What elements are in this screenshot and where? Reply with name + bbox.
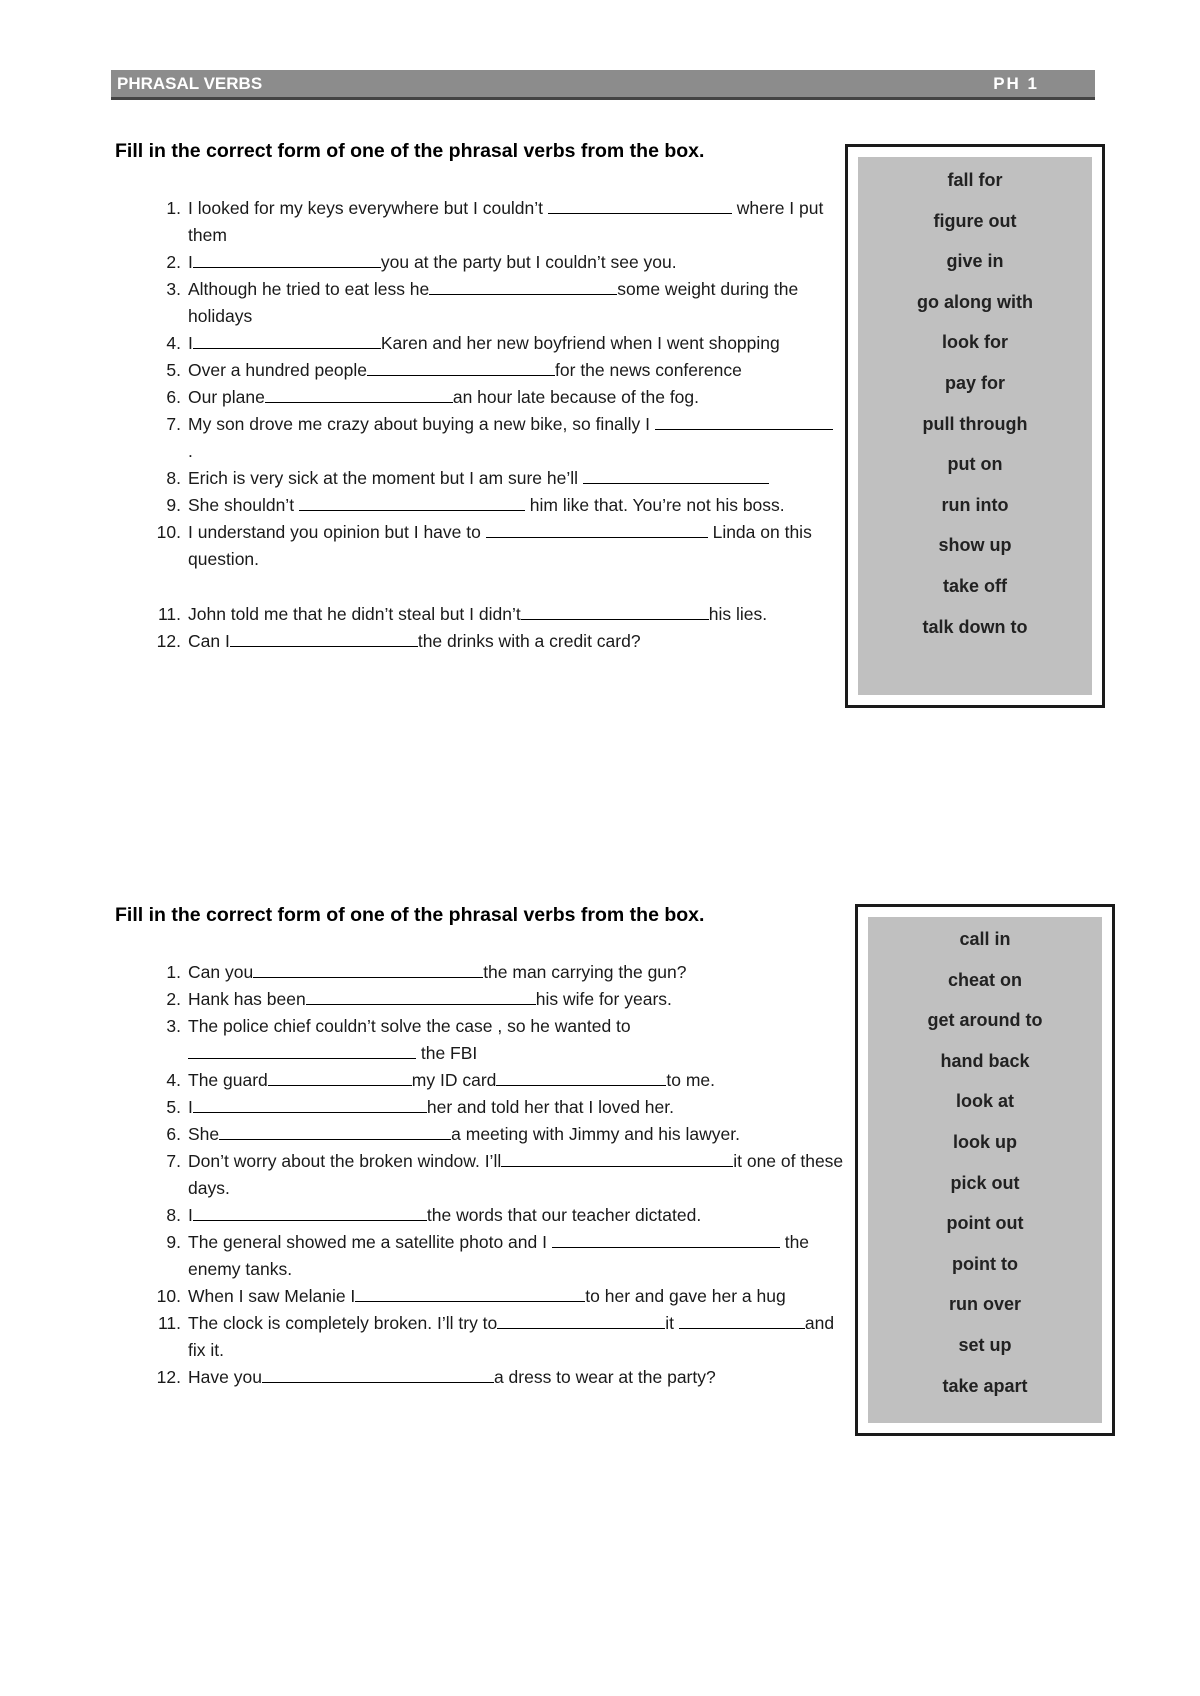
question-10: 10. I understand you opinion but I have to Linda on this question. bbox=[115, 519, 835, 573]
word-item: pick out bbox=[950, 1172, 1020, 1193]
answer-blank[interactable] bbox=[497, 1310, 665, 1329]
answer-blank[interactable] bbox=[655, 411, 833, 430]
answer-blank[interactable] bbox=[193, 330, 381, 349]
word-item: set up bbox=[958, 1334, 1012, 1355]
word-item: put on bbox=[947, 454, 1003, 475]
word-item: call in bbox=[959, 929, 1011, 949]
answer-blank[interactable] bbox=[306, 986, 536, 1005]
question-9: 9. The general showed me a satellite photo and I the enemy tanks. bbox=[115, 1229, 855, 1283]
question-8: 8. I the words that our teacher dictated. bbox=[115, 1202, 855, 1229]
word-item: pull through bbox=[922, 413, 1028, 434]
word-item: take off bbox=[942, 575, 1007, 596]
question-7: 7. My son drove me crazy about buying a new bike, so finally I . bbox=[115, 411, 835, 465]
question-11: 11. The clock is completely broken. I’ll try to it and fix it. bbox=[115, 1310, 855, 1364]
word-list bbox=[868, 917, 1102, 1406]
question-2: 2. I you at the party but I couldn’t see you. bbox=[115, 249, 835, 276]
answer-blank[interactable] bbox=[367, 357, 555, 376]
answer-blank[interactable] bbox=[268, 1067, 412, 1086]
question-3: 3. Although he tried to eat less he some weight during the holidays bbox=[115, 276, 835, 330]
answer-blank[interactable] bbox=[253, 959, 483, 978]
word-item: pay for bbox=[944, 372, 1005, 393]
question-7: 7. Don’t worry about the broken window. I’ll it one of these days. bbox=[115, 1148, 855, 1202]
question-5: 5. I her and told her that I loved her. bbox=[115, 1094, 855, 1121]
question-list bbox=[115, 959, 855, 1391]
answer-blank[interactable] bbox=[230, 628, 418, 647]
word-box bbox=[855, 904, 1115, 1436]
question-8: 8. Erich is very sick at the moment but I am sure he’ll bbox=[115, 465, 835, 492]
word-item: look up bbox=[953, 1131, 1017, 1152]
answer-blank[interactable] bbox=[355, 1283, 585, 1302]
question-1: 1. I looked for my keys everywhere but I couldn’t where I put them bbox=[115, 195, 835, 249]
word-item: fall for bbox=[947, 170, 1003, 190]
word-item: look for bbox=[942, 332, 1008, 353]
question-5: 5. Over a hundred people for the news conference bbox=[115, 357, 835, 384]
answer-blank[interactable] bbox=[188, 1040, 416, 1059]
word-box bbox=[845, 144, 1105, 708]
question-9: 9. She shouldn’t him like that. You’re not his boss. bbox=[115, 492, 835, 519]
word-list bbox=[858, 157, 1092, 647]
question-6: 6. She a meeting with Jimmy and his lawyer. bbox=[115, 1121, 855, 1148]
word-item: run into bbox=[941, 494, 1009, 515]
question-10: 10. When I saw Melanie I to her and gave her a hug bbox=[115, 1283, 855, 1310]
answer-blank[interactable] bbox=[521, 601, 709, 620]
question-4: 4. The guard my ID card to me. bbox=[115, 1067, 855, 1094]
word-item: look at bbox=[955, 1091, 1014, 1112]
question-list bbox=[115, 195, 835, 655]
question-4: 4. I Karen and her new boyfriend when I went shopping bbox=[115, 330, 835, 357]
question-6: 6. Our plane an hour late because of the fog. bbox=[115, 384, 835, 411]
answer-blank[interactable] bbox=[262, 1364, 494, 1383]
word-item: get around to bbox=[927, 1010, 1043, 1031]
answer-blank[interactable] bbox=[486, 519, 708, 538]
word-item: cheat on bbox=[947, 969, 1022, 990]
answer-blank[interactable] bbox=[552, 1229, 780, 1248]
word-item: run over bbox=[948, 1294, 1022, 1315]
answer-blank[interactable] bbox=[265, 384, 453, 403]
word-item: show up bbox=[938, 535, 1012, 556]
word-item: point out bbox=[946, 1213, 1024, 1234]
question-11: 11. John told me that he didn’t steal but I didn’t his lies. bbox=[115, 601, 835, 628]
word-item: hand back bbox=[940, 1050, 1030, 1071]
header-code: PH 1 bbox=[993, 73, 1039, 93]
header-title: PHRASAL VERBS bbox=[117, 73, 263, 93]
word-item: go along with bbox=[917, 291, 1033, 312]
answer-blank[interactable] bbox=[219, 1121, 451, 1140]
instruction: Fill in the correct form of one of the phrasal verbs from the box. bbox=[115, 140, 705, 162]
answer-blank[interactable] bbox=[501, 1148, 733, 1167]
question-2: 2. Hank has been his wife for years. bbox=[115, 986, 855, 1013]
answer-blank[interactable] bbox=[496, 1067, 666, 1086]
answer-blank[interactable] bbox=[548, 195, 732, 214]
word-item: talk down to bbox=[922, 616, 1028, 637]
answer-blank[interactable] bbox=[583, 465, 769, 484]
answer-blank[interactable] bbox=[679, 1310, 805, 1329]
question-3: 3. The police chief couldn’t solve the case , so he wanted to the FBI bbox=[166, 1016, 631, 1063]
word-item: point to bbox=[952, 1253, 1018, 1274]
word-item: figure out bbox=[933, 210, 1017, 231]
question-12: 12. Can I the drinks with a credit card? bbox=[115, 628, 835, 655]
question-12: 12. Have you a dress to wear at the party? bbox=[115, 1364, 855, 1391]
answer-blank[interactable] bbox=[429, 276, 617, 295]
word-item: take apart bbox=[942, 1375, 1028, 1396]
question-1: 1. Can you the man carrying the gun? bbox=[115, 959, 855, 986]
word-item: give in bbox=[946, 251, 1004, 272]
page-header bbox=[111, 70, 1095, 100]
answer-blank[interactable] bbox=[193, 1094, 427, 1113]
answer-blank[interactable] bbox=[193, 1202, 427, 1221]
answer-blank[interactable] bbox=[299, 492, 525, 511]
instruction: Fill in the correct form of one of the phrasal verbs from the box. bbox=[115, 904, 705, 926]
answer-blank[interactable] bbox=[193, 249, 381, 268]
